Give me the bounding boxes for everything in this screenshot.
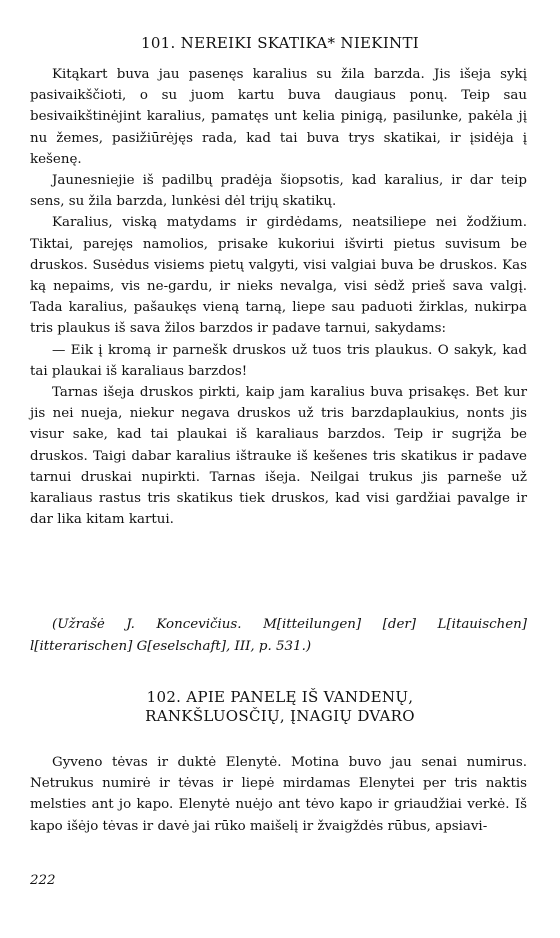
paragraph: Gyveno tėvas ir duktė Elenytė. Motina buvo jau senai numirus. Netrukus numirė ir tėvas ir liepė mirdamas Elenytei per tris naktis melsties ant jo kapo. Elenytė nuėjo ant tėvo kapo ir griaudžiai verkė. Iš kapo išėjo tėvas ir davė jai rūko maišelį ir žvaigždės rūbus, apsiavi- bbox=[30, 755, 527, 834]
paragraph: Tarnas išeja druskos pirkti, kaip jam karalius buva prisakęs. Bet kur jis nei nueja, niekur negava druskos už tris barzdaplaukius, nonts jis visur sake, kad tai plaukai iš karaliaus barzdos. Teip ir sugrįža be druskos. Taigi dabar karalius ištrauke iš kešenes tris skatikus ir padave tarnui druskai nupirkti. Tarnas išeja. Neilgai trukus jis parneše už karaliaus rastus tris skatikus tiek druskos, kad visi gardžiai pavalge ir dar lika kitam kartui. bbox=[30, 385, 527, 528]
section-102-title-line-2: RANKŠLUOSČIŲ, ĮNAGIŲ DVARO bbox=[145, 707, 415, 725]
book-page bbox=[30, 34, 530, 914]
section-101-body bbox=[30, 64, 527, 530]
paragraph: Jaunesniejie iš padilbų pradėja šiopsotis, kad karalius, ir dar teip sens, su žila barzda, lunkėsi dėl trijų skatikų. bbox=[30, 173, 527, 210]
section-102-body bbox=[30, 752, 527, 837]
section-101-title: 101. NEREIKI SKATIKA* NIEKINTI bbox=[140, 34, 419, 52]
section-102-title bbox=[30, 688, 530, 726]
page-number: 222 bbox=[30, 873, 56, 888]
paragraph: — Eik į kromą ir parnešk druskos už tuos tris plaukus. O sakyk, kad tai plaukai iš karaliaus barzdos! bbox=[30, 342, 527, 379]
paragraph: Karalius, viską matydams ir girdėdams, neatsiliepe nei žodžium. Tiktai, parejęs namolios, prisake kukoriui išvirti pietus suvisum be druskos. Susėdus visiems pietų valgyti, visi valgiai buva be druskos. Kas ką nepaims, vis ne-gardu, ir nieks nevalga, visi sėdž prieš sava valgį. Tada karalius, pašaukęs vieną tarną, liepe sau paduoti žirklas, nukirpa tris plaukus iš sava žilos barzdos ir padave tarnui, sakydams: bbox=[30, 215, 527, 337]
source-citation: (Užrašė J. Koncevičius. M[itteilungen] [der] L[itauischen] l[itterarischen] G[eselschaft], III, p. 531.) bbox=[30, 617, 527, 654]
paragraph: Kitąkart buva jau pasenęs karalius su žila barzda. Jis išeja sykį pasivaikščioti, o su juom kartu buva daugiaus ponų. Teip sau besivaikštinėjint karalius, pamatęs unt kelia pinigą, pasilunke, pakėla jį nu žemes, pasižiūrėjęs rada, kad tai buva trys skatikai, ir įsidėja į kešenę. bbox=[30, 67, 527, 167]
section-102-title-line-1: 102. APIE PANELĘ IŠ VANDENŲ, bbox=[146, 688, 414, 706]
